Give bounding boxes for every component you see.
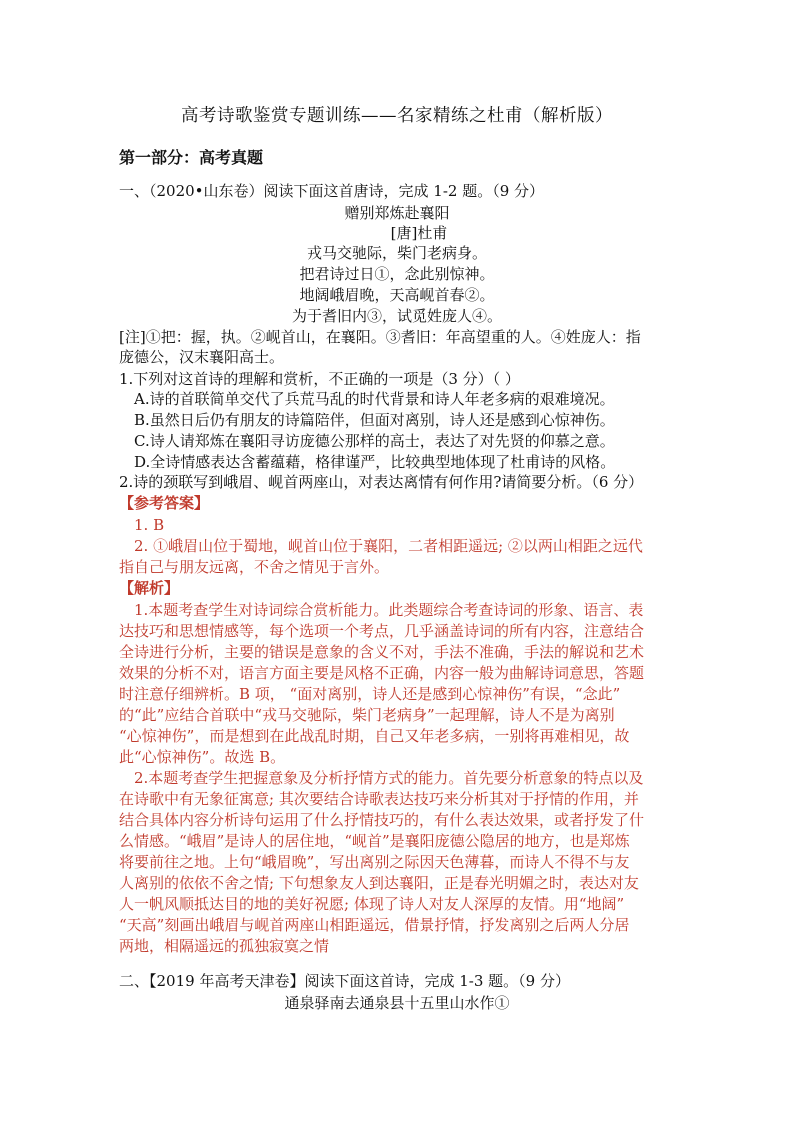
option-a: A.诗的首联简单交代了兵荒马乱的时代背景和诗人年老多病的艰难境况。 <box>134 390 615 408</box>
analysis-text: 结合具体内容分析诗句运用了什么抒情技巧的，有什么表达效果，或者抒发了什 <box>119 811 645 829</box>
analysis-text: 在诗歌中有无象征寓意; 其次要结合诗歌表达技巧来分析其对于抒情的作用，并 <box>119 790 639 808</box>
answer-text: 2. ①峨眉山位于蜀地，岘首山位于襄阳，二者相距遥远; ②以两山相距之远代 <box>134 537 643 555</box>
answer-text: 1. B <box>134 516 165 534</box>
question-one-intro: 一、（2020•山东卷）阅读下面这首唐诗，完成 1-2 题。（9 分） <box>119 182 545 200</box>
poem-note: [注]①把：握，执。②岘首山，在襄阳。③耆旧：年高望重的人。④姓庞人：指 <box>119 328 641 346</box>
analysis-text: 人离别的依依不舍之情; 下句想象友人到达襄阳，正是春光明媚之时，表达对友 <box>119 874 639 892</box>
option-c: C.诗人请郑炼在襄阳寻访庞德公那样的高士，表达了对先贤的仰慕之意。 <box>134 432 615 450</box>
analysis-text: 么情感。“峨眉”是诗人的居住地，“岘首”是襄阳庞德公隐居的地方，也是郑炼 <box>119 832 630 850</box>
analysis-text: 两地，相隔遥远的孤独寂寞之情 <box>119 937 330 955</box>
analysis-text: “天高”刻画出峨眉与岘首两座山相距遥远，借景抒情，抒发离别之后两人分居 <box>119 916 630 934</box>
analysis-heading: 【解析】 <box>119 579 180 597</box>
poem-line: 地阔峨眉晚，天高岘首春②。 <box>299 286 495 304</box>
analysis-text: 的“此”应结合首联中“戎马交驰际，柴门老病身”一起理解，诗人不是为离别 <box>119 706 615 724</box>
analysis-text: 1.本题考查学生对诗词综合赏析能力。此类题综合考查诗词的形象、语言、表 <box>134 601 644 619</box>
poem-note: 庞德公，汉末襄阳高士。 <box>119 348 285 366</box>
analysis-text: 达技巧和思想情感等，每个选项一个考点，几乎涵盖诗词的所有内容，注意结合 <box>119 622 645 640</box>
analysis-text: 人一帆风顺抵达目的地的美好祝愿; 体现了诗人对友人深厚的友情。用“地阔” <box>119 895 625 913</box>
answer-text: 指自己与朋友远离，不舍之情见于言外。 <box>119 558 390 576</box>
analysis-text: 此“心惊神伤”。故选 B。 <box>119 748 286 766</box>
analysis-text: 全诗进行分析，主要的错误是意象的含义不对，手法不准确，手法的解说和艺术 <box>119 643 645 661</box>
part-one-heading: 第一部分：高考真题 <box>119 148 264 167</box>
poem-line: 戎马交驰际，柴门老病身。 <box>306 244 487 262</box>
question-two-intro: 二、【2019 年高考天津卷】阅读下面这首诗，完成 1-3 题。（9 分） <box>119 972 570 990</box>
question-text: 2.诗的颈联写到峨眉、岘首两座山，对表达离情有何作用?请简要分析。（6 分） <box>119 473 644 491</box>
analysis-text: “心惊神伤”，而是想到在此战乱时期，自己又年老多病，一别将再难相见，故 <box>119 727 630 745</box>
poem-title: 通泉驿南去通泉县十五里山水作① <box>284 994 510 1012</box>
analysis-text: 将要前往之地。上句“峨眉晚”，写出离别之际因天色薄暮，而诗人不得不与友 <box>119 853 630 871</box>
option-b: B.虽然日后仍有朋友的诗篇陪伴，但面对离别，诗人还是感到心惊神伤。 <box>134 411 615 429</box>
poem-title: 赠别郑炼赴襄阳 <box>344 204 450 222</box>
analysis-text: 2.本题考查学生把握意象及分析抒情方式的能力。首先要分析意象的特点以及 <box>134 769 644 787</box>
poem-line: 为于耆旧内③，试觅姓庞人④。 <box>291 307 502 325</box>
analysis-text: 效果的分析不对，语言方面主要是风格不正确，内容一般为曲解诗词意思，答题 <box>119 664 645 682</box>
poem-author: [唐]杜甫 <box>390 224 448 242</box>
answer-heading: 【参考答案】 <box>119 494 210 512</box>
analysis-text: 时注意仔细辨析。B 项， “面对离别，诗人还是感到心惊神伤”有误，“念此” <box>119 685 621 703</box>
page-title: 高考诗歌鉴赏专题训练——名家精练之杜甫（解析版） <box>181 106 613 126</box>
option-d: D.全诗情感表达含蓄蕴藉，格律谨严，比较典型地体现了杜甫诗的风格。 <box>134 453 616 471</box>
question-text: 1.下列对这首诗的理解和赏析，不正确的一项是（3 分）（ ） <box>119 370 520 388</box>
poem-line: 把君诗过日①，念此别惊神。 <box>299 265 495 283</box>
